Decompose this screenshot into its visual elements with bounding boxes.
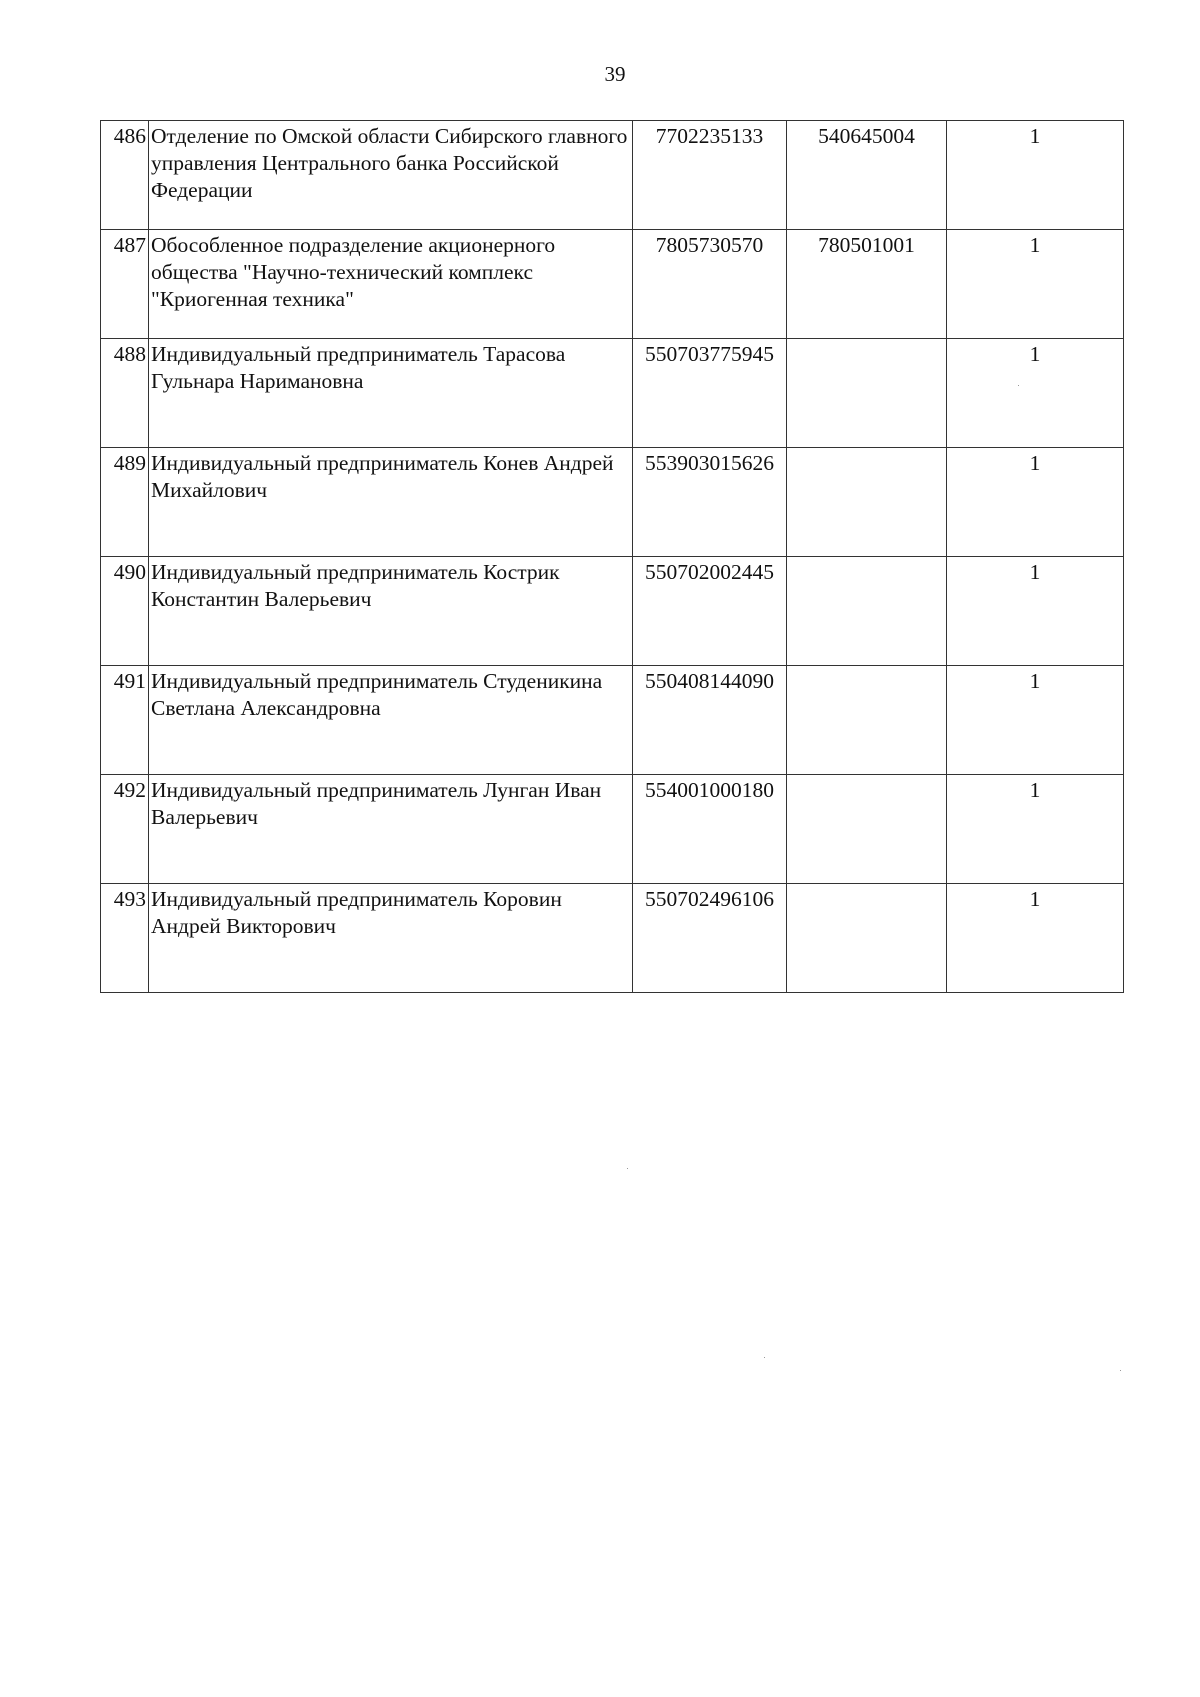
scan-speck <box>1018 385 1019 386</box>
kpp-cell <box>787 775 947 884</box>
quantity-cell: 1 <box>947 448 1124 557</box>
inn-cell: 550702002445 <box>633 557 787 666</box>
scan-speck <box>1120 1370 1121 1371</box>
page-number: 39 <box>604 62 626 86</box>
organization-name-cell: Обособленное подразделение акционерного общества "Научно-технический комплекс "Криогенная техника" <box>149 230 633 339</box>
quantity-cell: 1 <box>947 230 1124 339</box>
table-row <box>101 666 1124 775</box>
scan-speck <box>627 1168 628 1169</box>
table-row <box>101 448 1124 557</box>
inn-cell: 554001000180 <box>633 775 787 884</box>
inn-cell: 7702235133 <box>633 121 787 230</box>
quantity-cell: 1 <box>947 339 1124 448</box>
organization-name-cell: Индивидуальный предприниматель Лунган Иван Валерьевич <box>149 775 633 884</box>
row-number-cell: 491 <box>101 666 149 775</box>
kpp-cell <box>787 448 947 557</box>
table-row <box>101 884 1124 993</box>
organization-name-cell: Индивидуальный предприниматель Коровин Андрей Викторович <box>149 884 633 993</box>
organization-name-cell: Индивидуальный предприниматель Студеникина Светлана Александровна <box>149 666 633 775</box>
row-number-cell: 489 <box>101 448 149 557</box>
inn-cell: 550408144090 <box>633 666 787 775</box>
row-number-cell: 488 <box>101 339 149 448</box>
organization-name-cell: Индивидуальный предприниматель Кострик Константин Валерьевич <box>149 557 633 666</box>
table-row <box>101 230 1124 339</box>
quantity-cell: 1 <box>947 884 1124 993</box>
table-row <box>101 775 1124 884</box>
inn-cell: 7805730570 <box>633 230 787 339</box>
kpp-cell: 540645004 <box>787 121 947 230</box>
row-number-cell: 493 <box>101 884 149 993</box>
inn-cell: 550703775945 <box>633 339 787 448</box>
row-number-cell: 490 <box>101 557 149 666</box>
table-row <box>101 557 1124 666</box>
row-number-cell: 486 <box>101 121 149 230</box>
inn-cell: 553903015626 <box>633 448 787 557</box>
table-row <box>101 121 1124 230</box>
row-number-cell: 492 <box>101 775 149 884</box>
organization-name-cell: Отделение по Омской области Сибирского главного управления Центрального банка Российской Федерации <box>149 121 633 230</box>
kpp-cell <box>787 884 947 993</box>
kpp-cell <box>787 339 947 448</box>
quantity-cell: 1 <box>947 557 1124 666</box>
organization-name-cell: Индивидуальный предприниматель Конев Андрей Михайлович <box>149 448 633 557</box>
kpp-cell: 780501001 <box>787 230 947 339</box>
inn-cell: 550702496106 <box>633 884 787 993</box>
kpp-cell <box>787 666 947 775</box>
row-number-cell: 487 <box>101 230 149 339</box>
quantity-cell: 1 <box>947 775 1124 884</box>
registry-table-body <box>101 121 1124 993</box>
table-row <box>101 339 1124 448</box>
scan-speck <box>764 1357 765 1358</box>
organization-name-cell: Индивидуальный предприниматель Тарасова Гульнара Наримановна <box>149 339 633 448</box>
registry-table <box>100 120 1124 993</box>
kpp-cell <box>787 557 947 666</box>
quantity-cell: 1 <box>947 666 1124 775</box>
quantity-cell: 1 <box>947 121 1124 230</box>
